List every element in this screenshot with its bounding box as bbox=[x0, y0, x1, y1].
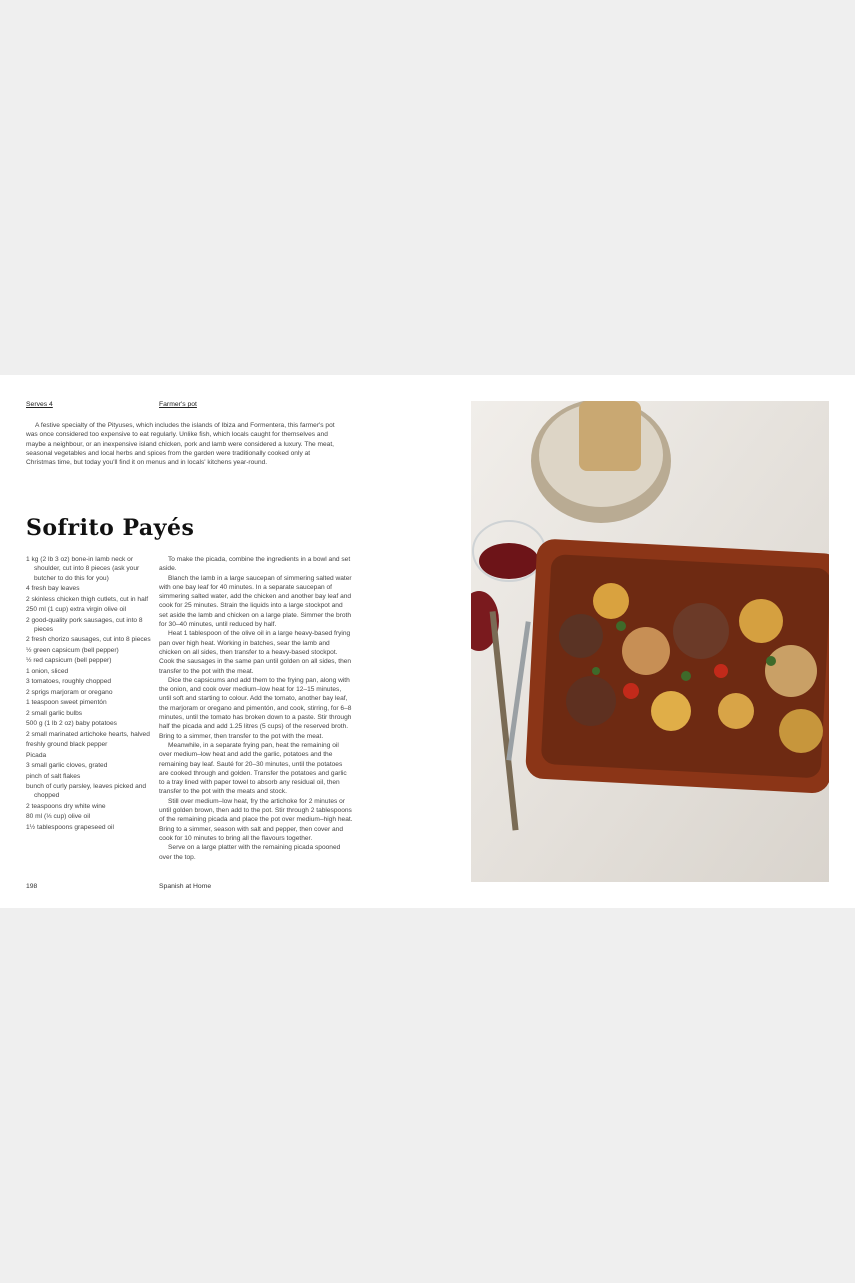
ingredient-item: 2 good-quality pork sausages, cut into 8 pieces bbox=[26, 616, 143, 633]
ingredient-item: 2 small marinated artichoke hearts, halved bbox=[26, 730, 150, 738]
serves-label: Serves 4 bbox=[26, 401, 53, 408]
ingredient-item: 2 skinless chicken thigh cutlets, cut in half bbox=[26, 595, 149, 603]
dish-illustration bbox=[471, 401, 829, 882]
method-step: Heat 1 tablespoon of the olive oil in a large heavy-based frying pan over high heat. Working in batches, sear the lamb and chicken on all sides, then transfer to a heavy-based stockpot. Cook the sausages in the same pan until golden on all sides, then transfer to the pot with the meat. bbox=[159, 630, 352, 675]
method-step: Dice the capsicums and add them to the frying pan, along with the onion, and cook over medium–low heat for 12–15 minutes, until soft and starting to colour. Add the tomato, another bay leaf, the marjoram or oregano and pimentón, and cook, stirring, for 6–8 minutes, until the tomato has broken down to a paste. Stir through half the picada and add 1.25 litres (5 cups) of the reserved broth. Bring to a simmer, then transfer to the pot with the meat. bbox=[159, 676, 352, 740]
ingredient-item: 500 g (1 lb 2 oz) baby potatoes bbox=[26, 720, 117, 728]
method-text bbox=[159, 555, 353, 862]
pitcher bbox=[579, 401, 641, 471]
ingredient-item: 1 onion, sliced bbox=[26, 667, 69, 675]
ingredient-item: bunch of curly parsley, leaves picked and chopped bbox=[26, 783, 147, 800]
ingredient-item: ½ red capsicum (bell pepper) bbox=[26, 657, 112, 665]
ingredient-item: 2 teaspoons dry white wine bbox=[26, 802, 106, 810]
recipe-photo bbox=[471, 401, 829, 882]
ingredient-item: 3 tomatoes, roughly chopped bbox=[26, 678, 112, 686]
method-step: Meanwhile, in a separate frying pan, heat the remaining oil over medium–low heat and add the garlic, potatoes and the remaining bay leaf. Sauté for 20–30 minutes, until the potatoes are cooked through and golden. Transfer the potatoes and garlic to a tray lined with paper towel to absorb any residual oil, then transfer to the pot with the meats and stock. bbox=[159, 741, 347, 796]
ingredient-item: 1 teaspoon sweet pimentón bbox=[26, 699, 107, 707]
intro-paragraph: A festive specialty of the Pityuses, which includes the islands of Ibiza and Formentera, this farmer's pot was once considered too expensive to eat regularly. Unlike fish, which locals caught for themselves and maybe a neighbour, or an inexpensive island chicken, pork and lamb were considered a luxury. The meat, seasonal vegetables and local herbs and spices from the garden were traditionally cooked only at Christmas time, but today you'll find it on menus and in locals' kitchens year-round. bbox=[26, 422, 335, 467]
ingredient-item: freshly ground black pepper bbox=[26, 741, 108, 749]
page-number: 198 bbox=[26, 883, 38, 890]
ingredient-item: pinch of salt flakes bbox=[26, 772, 81, 780]
ingredients-list bbox=[26, 555, 156, 833]
ingredient-item: 1½ tablespoons grapeseed oil bbox=[26, 823, 114, 831]
ingredient-item: 250 ml (1 cup) extra virgin olive oil bbox=[26, 606, 127, 614]
ingredient-item: 3 small garlic cloves, grated bbox=[26, 762, 108, 770]
method-step: To make the picada, combine the ingredients in a bowl and set aside. bbox=[159, 556, 351, 573]
ingredient-item: ½ green capsicum (bell pepper) bbox=[26, 646, 119, 654]
recipe-title: Sofrito Payés bbox=[26, 515, 195, 541]
method-step: Still over medium–low heat, fry the artichoke for 2 minutes or until golden brown, then add to the pot. Stir through 2 tablespoons of the remaining picada and place the pot over medium–high heat. Bring to a simmer, season with salt and pepper, then cover and cook for 10 minutes to bring all the flavours together. bbox=[159, 797, 353, 842]
ingredient-item: 2 small garlic bulbs bbox=[26, 709, 83, 717]
method-step: Serve on a large platter with the remaining picada spooned over the top. bbox=[159, 844, 341, 861]
method-step: Blanch the lamb in a large saucepan of simmering salted water with one bay leaf for 40 minutes. In a separate saucepan of simmering salted water, add the chicken and another bay leaf and cook for 25 minutes. Strain the liquids into a large stockpot and set aside the lamb and chicken on a large plate. Simmer the broth for 30–40 minutes, until reduced by half. bbox=[159, 574, 352, 629]
book-spread bbox=[0, 375, 855, 908]
ingredient-item: 2 fresh chorizo sausages, cut into 8 pieces bbox=[26, 636, 151, 644]
ingredient-item: 4 fresh bay leaves bbox=[26, 585, 80, 593]
ingredient-item: 2 sprigs marjoram or oregano bbox=[26, 688, 113, 696]
ingredient-item: 1 kg (2 lb 3 oz) bone-in lamb neck or shoulder, cut into 8 pieces (ask your butcher to do this for you) bbox=[26, 556, 140, 582]
ingredient-item: Picada bbox=[26, 751, 47, 759]
recipe-subtitle: Farmer's pot bbox=[159, 401, 197, 408]
ingredient-item: 80 ml (⅓ cup) olive oil bbox=[26, 813, 91, 821]
book-title: Spanish at Home bbox=[159, 883, 212, 890]
